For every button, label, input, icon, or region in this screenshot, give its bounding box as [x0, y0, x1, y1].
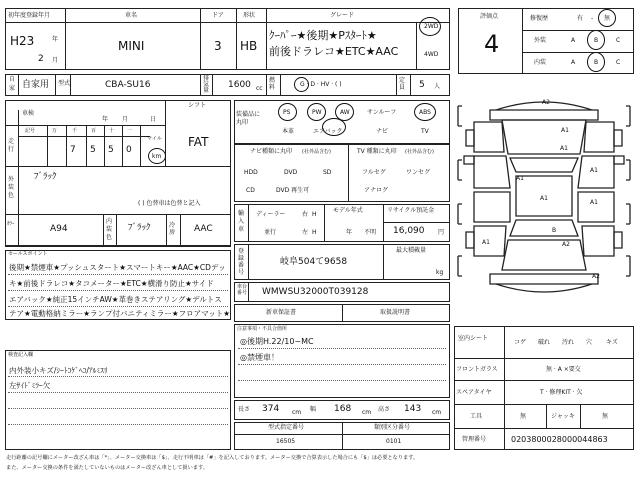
spare-options: T · 修理KIT · 欠 — [540, 389, 583, 396]
footer-line-1: 走行距離の記号欄にメーター改ざん車は「*」、メーター交換車は「$」、走行不明車は「#」を記入しております。メーター交換で合算表示した場合にも「$」は必要となります。 — [6, 455, 419, 461]
equip-airbag: エアバック — [313, 128, 343, 135]
exterior-option-c: C — [616, 37, 621, 44]
exterior-color-value: ﾌﾞﾗｯｸ — [34, 172, 57, 182]
type-label: 型式 — [58, 80, 71, 87]
plate-value: 岐阜504て9658 — [280, 257, 348, 267]
designation-value: 16505 — [276, 438, 296, 445]
repair-option-yes: 有 — [577, 15, 584, 22]
mileage-label: 走行 — [8, 138, 15, 153]
interior-color-label: 内装色 — [106, 218, 113, 241]
usage-label-top: 自 — [9, 76, 16, 83]
tv-analog: アナログ — [364, 187, 389, 194]
import-right: 右 — [302, 211, 309, 218]
interior-option-b: B — [594, 59, 599, 66]
grade-line-1: ｸｰﾊﾟｰ★後期★Pｽﾀｰﾄ★ — [269, 29, 377, 42]
car-damage-diagram — [454, 80, 634, 320]
repair-label: 修復歴 — [530, 15, 549, 22]
model-year-unknown: 不明 — [364, 229, 377, 236]
drive-2wd-circle — [419, 17, 441, 36]
shift-label: シフト — [188, 102, 207, 109]
import-handle-left: H — [312, 229, 317, 236]
capacity-value: 5 — [419, 80, 425, 90]
spare-label: スペアタイヤ — [456, 389, 492, 396]
nav-hdd: HDD — [244, 169, 258, 176]
width-value: 168 — [334, 404, 352, 414]
category-label: 類別区分番号 — [374, 424, 411, 431]
width-unit: cm — [362, 409, 372, 416]
designation-label: 型式指定番号 — [268, 424, 305, 431]
plate-label: 登録番号 — [238, 248, 245, 276]
width-label: 幅 — [310, 406, 317, 413]
seat-label: 室内シート — [458, 335, 489, 342]
digit-label-ichi: 一 — [127, 128, 133, 134]
nav-sd: SD — [323, 169, 332, 176]
chassis-label: 車台番号 — [237, 284, 248, 296]
color-changed-note: ( ) 色替車は色替と記入 — [138, 200, 201, 207]
repair-option-no: 無 — [604, 15, 611, 22]
sales-points-title: セールスポイント — [8, 251, 48, 257]
year-unit: 年 — [52, 36, 59, 43]
recycle-value: 16,090 — [393, 226, 425, 236]
ac-label: 冷房 — [169, 222, 176, 236]
equip-abs: ABS — [419, 109, 431, 116]
mgmt-value: 0203800028000044863 — [511, 435, 608, 444]
caution-title: 注意事項・不具合箇所 — [237, 326, 288, 332]
height-unit: cm — [432, 409, 442, 416]
manual-label: 取扱説明書 — [380, 309, 411, 316]
caution-line-1: ◎後期H.22/10~MC — [240, 337, 314, 346]
score-label: 評価点 — [480, 13, 499, 20]
dmg-right-front-door: A1 — [590, 167, 598, 174]
equip-navi: ナビ — [376, 128, 389, 135]
max-load-label: 最大積載量 — [396, 247, 427, 254]
reg-year-label: 初年度登録年月 — [8, 12, 51, 19]
fuel-label: 燃料 — [269, 77, 276, 91]
max-load-unit: kg — [436, 269, 444, 276]
model-year-label: モデル年式 — [333, 207, 363, 214]
inspection-day-unit: 日 — [150, 116, 157, 123]
equip-tv: TV — [421, 128, 429, 135]
doors-label: ドア — [212, 12, 224, 19]
displacement-value: 1600 — [228, 80, 251, 90]
equip-airbag-circle — [322, 118, 346, 136]
dmg-windshield: A1 — [516, 175, 524, 182]
equip-pw-circle — [307, 103, 326, 121]
model-name-label: 車名 — [125, 12, 138, 19]
mileage-unit-mi: マイル — [147, 136, 162, 142]
length-value: 374 — [262, 404, 280, 414]
mileage-km-circle — [148, 148, 166, 164]
footer-line-2: また、メーター交換の条件を満たしていないものはメーター改ざん車として扱います。 — [6, 465, 208, 471]
displacement-unit: cc — [256, 85, 263, 92]
sales-point-line-3: エアバック★純正15インチAW★革巻きステアリング★デルトス — [9, 295, 222, 304]
equip-ps-circle — [278, 103, 297, 121]
caution-line-2: ◎禁煙車！ — [240, 353, 279, 362]
exterior-option-a: A — [571, 37, 576, 44]
seat-option-yogore: 汚れ — [562, 339, 575, 346]
tv-oneseg: ワンセグ — [406, 169, 431, 176]
score-value: 4 — [484, 30, 500, 58]
dmg-hood-2: A1 — [560, 145, 568, 152]
length-unit: cm — [292, 409, 302, 416]
tv-fullseg: フルセグ — [362, 169, 386, 176]
mileage-digit-4: 0 — [126, 145, 132, 155]
dmg-hood: A1 — [561, 127, 569, 134]
digit-label-hyaku: 百 — [91, 128, 97, 134]
interior-option-c: C — [616, 59, 621, 66]
digit-label-man: 万 — [52, 128, 58, 134]
seat-option-ana: 穴 — [586, 339, 593, 346]
inspector-box — [5, 350, 231, 450]
reg-year-value: H23 — [10, 34, 35, 48]
dmg-front-bumper: A2 — [542, 99, 550, 106]
capacity-label: 定員 — [399, 77, 406, 91]
nav-cd: CD — [246, 187, 255, 194]
sales-point-line-2: キ★前後ドラレコ★タコメーター★ETC★横滑り防止★サイド — [9, 279, 214, 288]
fuel-options: G · D · HV · ( ) — [300, 81, 342, 88]
usage-value: 自家用 — [22, 80, 50, 90]
seat-option-yabure: 破れ — [538, 339, 551, 346]
digit-label-mark: 記号 — [25, 128, 36, 134]
month-unit: 月 — [52, 57, 59, 64]
dmg-roof: A1 — [540, 195, 548, 202]
equip-aw: AW — [340, 109, 350, 116]
body-shape-label: 形状 — [243, 12, 256, 19]
digit-label-sen: 千 — [72, 128, 78, 134]
import-parallel: 並行 — [264, 229, 277, 236]
shift-value: FAT — [188, 135, 209, 149]
dmg-trunk: A2 — [562, 241, 570, 248]
equipment-title: 装備品に丸印 — [236, 111, 261, 126]
inspection-year-unit: 年 — [102, 116, 109, 123]
inspector-line-1: 内外装小キズ/ｼｰﾄｺｹﾞﾍｺ/ｱﾙﾐｽﾘ — [9, 366, 108, 375]
sales-point-line-4: テア★電動格納ミラー★ランプ付バニティミラー★フロアマット★ — [9, 309, 230, 318]
usage-label-bottom: 家 — [9, 85, 16, 92]
import-dealer: ディーラー — [256, 211, 286, 218]
nav-dvd: DVD — [284, 169, 298, 176]
model-name-value: MINI — [118, 39, 145, 53]
inspector-title: 検査記入欄 — [8, 352, 34, 358]
mileage-digit-3: 5 — [108, 145, 114, 155]
inspector-line-2: 左ｻｲﾄﾞﾐﾗｰ欠 — [9, 381, 51, 390]
equip-sunroof: サンルーフ — [367, 109, 397, 116]
category-value: 0101 — [386, 438, 402, 445]
equip-abs-circle — [414, 103, 436, 121]
tv-title: TV 種類に丸印 — [357, 148, 397, 155]
mileage-unit-km: km — [152, 153, 162, 160]
ac-value: AAC — [194, 224, 213, 234]
digit-label-ju: 十 — [109, 128, 115, 134]
jack-value: 無 — [602, 413, 609, 420]
type-value: CBA-SU16 — [105, 80, 151, 90]
import-left: 左 — [302, 229, 309, 236]
tv-note: (社外品含む) — [405, 149, 434, 155]
interior-selected-circle — [587, 52, 605, 72]
import-label: 輸入車 — [238, 210, 245, 233]
dmg-right-rear-door: A1 — [590, 199, 598, 206]
capacity-unit: 人 — [434, 83, 441, 90]
import-handle-right: H — [312, 211, 317, 218]
exterior-selected-circle — [587, 30, 605, 50]
nav-dvd-play: DVD 再生可 — [276, 187, 310, 194]
exterior-label: 外装 — [534, 37, 547, 44]
mgmt-label: 管理番号 — [462, 436, 487, 443]
drive-2wd: 2WD — [424, 23, 439, 30]
mileage-digit-2: 5 — [90, 145, 96, 155]
interior-label: 内装 — [534, 59, 547, 66]
glass-options: 無 · A ×要交 — [546, 366, 581, 373]
seat-option-kizu: キズ — [606, 339, 618, 346]
jack-label: ジャッキ — [551, 413, 575, 420]
inspection-label: 車検 — [22, 110, 35, 117]
length-label: 長さ — [238, 406, 251, 413]
body-shape-value: HB — [240, 39, 258, 53]
color-code-label: ｶﾗｰ — [7, 221, 15, 227]
chassis-value: WMWSU32000T039128 — [262, 287, 369, 297]
sales-point-line-1: 後期★禁煙車★プッシュスタート★スマートキー★AAC★CDデッ — [9, 263, 226, 272]
equip-leather: 本革 — [282, 128, 295, 135]
mileage-digit-1: 7 — [70, 145, 76, 155]
interior-option-a: A — [571, 59, 576, 66]
dmg-rear-glass: B — [552, 227, 557, 234]
color-code-value: A94 — [50, 224, 68, 234]
reg-month-value: 2 — [38, 54, 44, 64]
drive-4wd: 4WD — [424, 51, 439, 58]
height-label: 高さ — [378, 406, 391, 413]
interior-color-value: ﾌﾞﾗｯｸ — [128, 223, 151, 233]
tools-value: 無 — [520, 413, 527, 420]
grade-label: グレード — [330, 12, 355, 19]
doors-value: 3 — [214, 39, 222, 53]
grade-line-2: 前後ドラレコ★ETC★AAC — [269, 45, 399, 58]
recycle-label: リサイクル預託金 — [387, 207, 435, 214]
glass-label: フロントガラス — [456, 366, 498, 373]
dmg-left-quarter: A1 — [482, 239, 490, 246]
recycle-unit: 円 — [438, 229, 445, 236]
equip-pw: PW — [312, 109, 322, 116]
model-year-unit: 年 — [346, 229, 353, 236]
height-value: 143 — [404, 404, 422, 414]
warranty-label: 新車保証書 — [266, 309, 297, 316]
tools-label: 工具 — [470, 413, 483, 420]
displacement-label: 排気量 — [203, 75, 210, 94]
fuel-selected-circle — [294, 77, 309, 92]
exterior-option-b: B — [594, 37, 599, 44]
exterior-color-label: 外装色 — [8, 176, 15, 199]
repair-sep: - — [591, 15, 594, 22]
nav-title: ナビ種類に丸印 — [250, 148, 293, 155]
header-box — [5, 8, 450, 70]
repair-selected-circle — [598, 9, 616, 27]
inspection-month-unit: 月 — [122, 116, 129, 123]
equip-ps: PS — [283, 109, 291, 116]
seat-option-kogai: コゲ — [514, 339, 527, 346]
nav-note: (社外品含む) — [302, 149, 331, 155]
dmg-rear-bumper: A2 — [592, 273, 600, 280]
